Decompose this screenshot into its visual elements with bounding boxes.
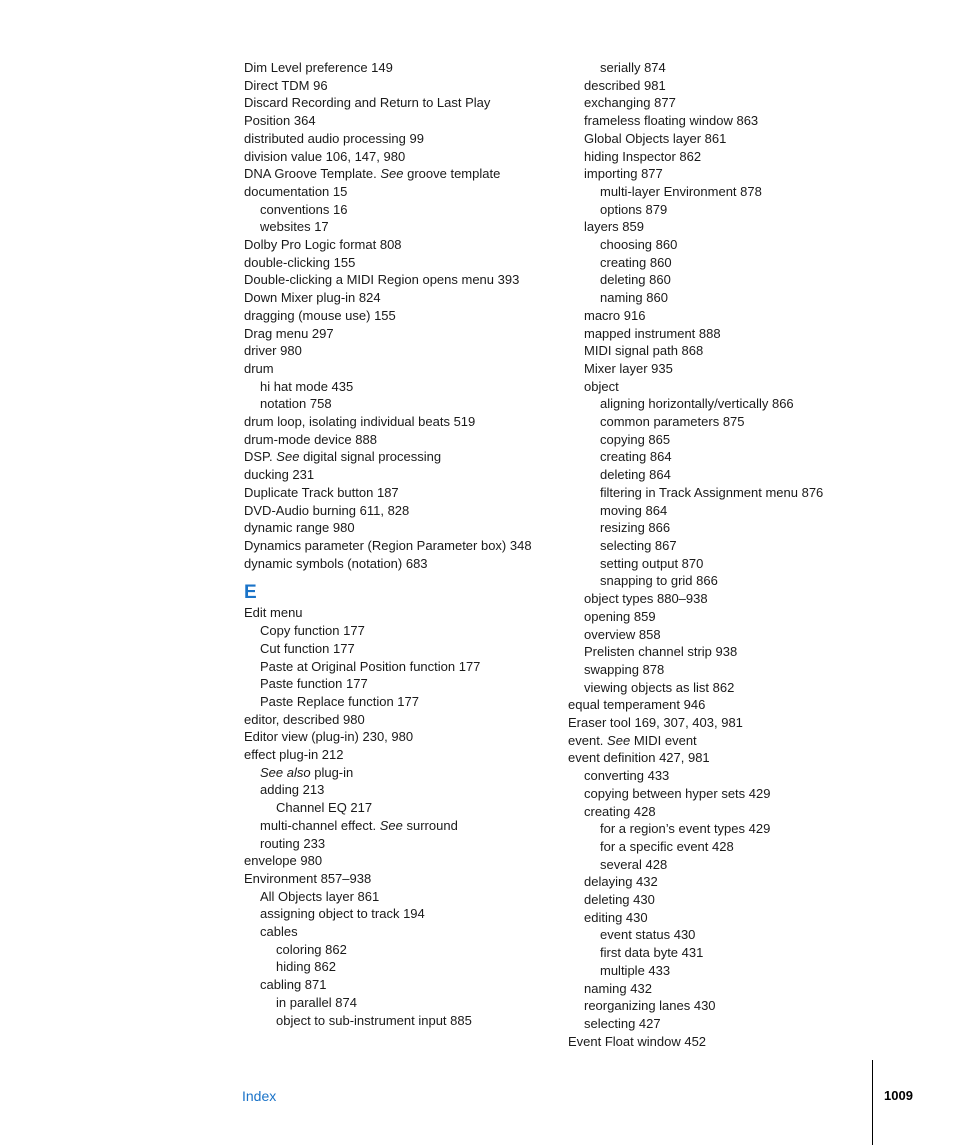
index-entry: [568, 413, 868, 431]
entry-text: event definition 427, 981: [568, 750, 710, 766]
entry-text: object to sub-instrument input 885: [276, 1012, 472, 1028]
index-entry: [244, 165, 564, 183]
entry-text: options 879: [600, 201, 668, 217]
entry-text: Edit menu: [244, 605, 303, 621]
entry-text: selecting 427: [584, 1015, 661, 1031]
index-entry: [568, 148, 868, 166]
index-entry: [244, 728, 564, 746]
entry-text: Global Objects layer 861: [584, 130, 727, 146]
entry-text: filtering in Track Assignment menu 876: [600, 484, 824, 500]
entry-text: ducking 231: [244, 467, 315, 483]
entry-text: DNA Groove Template.: [244, 166, 377, 182]
index-entry: [244, 289, 564, 307]
see-target: surround: [406, 817, 458, 833]
index-entry: [244, 958, 564, 976]
entry-text: event.: [568, 732, 604, 748]
index-entry: [244, 555, 564, 573]
index-entry: [568, 732, 868, 750]
index-entry: [568, 909, 868, 927]
index-entry: [244, 112, 564, 130]
entry-text: deleting 860: [600, 272, 671, 288]
index-entry: [244, 675, 564, 693]
entry-text: creating 864: [600, 449, 672, 465]
index-entry: [244, 183, 564, 201]
entry-text: adding 213: [260, 782, 325, 798]
entry-text: macro 916: [584, 307, 646, 323]
index-entry: [244, 817, 564, 835]
index-entry: [568, 502, 868, 520]
index-entry: [244, 342, 564, 360]
entry-text: creating 428: [584, 803, 656, 819]
section-letter-heading: E: [244, 582, 257, 604]
index-entry: [568, 679, 868, 697]
entry-text: assigning object to track 194: [260, 906, 425, 922]
footer-divider: [872, 1060, 873, 1145]
index-entry: [244, 994, 564, 1012]
see-reference: See also: [260, 764, 311, 780]
index-entry: [568, 201, 868, 219]
entry-text: Eraser tool 169, 307, 403, 981: [568, 715, 743, 731]
index-entry: [244, 148, 564, 166]
index-entry: [568, 342, 868, 360]
index-entry: [244, 537, 564, 555]
entry-text: exchanging 877: [584, 95, 676, 111]
entry-text: for a region’s event types 429: [600, 821, 771, 837]
entry-text: hiding 862: [276, 959, 336, 975]
index-entry: [244, 448, 564, 466]
entry-text: notation 758: [260, 396, 332, 412]
index-entry: [568, 926, 868, 944]
index-entry: [568, 749, 868, 767]
entry-text: dragging (mouse use) 155: [244, 307, 396, 323]
see-reference: See: [380, 166, 404, 182]
entry-text: Event Float window 452: [568, 1033, 707, 1049]
entry-text: MIDI signal path 868: [584, 343, 704, 359]
see-target: groove template: [407, 166, 501, 182]
entry-text: DVD-Audio burning 611, 828: [244, 502, 410, 518]
entry-text: mapped instrument 888: [584, 325, 721, 341]
see-target: digital signal processing: [303, 449, 442, 465]
index-entry: [568, 608, 868, 626]
index-entry: [568, 77, 868, 95]
index-entry: [568, 767, 868, 785]
index-entry: [568, 1033, 868, 1051]
entry-text: Direct TDM 96: [244, 77, 328, 93]
entry-text: deleting 864: [600, 467, 671, 483]
index-entry: [244, 413, 564, 431]
index-entry: [244, 360, 564, 378]
entry-text: Cut function 177: [260, 640, 355, 656]
index-entry: [244, 130, 564, 148]
index-entry: [568, 378, 868, 396]
entry-text: layers 859: [584, 219, 644, 235]
see-target: MIDI event: [633, 732, 697, 748]
index-entry: [568, 997, 868, 1015]
entry-text: Dynamics parameter (Region Parameter box) 348: [244, 537, 532, 553]
index-entry: [568, 838, 868, 856]
index-entry: [568, 165, 868, 183]
index-entry: [568, 395, 868, 413]
entry-text: Paste at Original Position function 177: [260, 658, 481, 674]
entry-text: frameless floating window 863: [584, 113, 759, 129]
index-entry: [244, 307, 564, 325]
index-entry: [568, 572, 868, 590]
entry-text: overview 858: [584, 626, 661, 642]
index-entry: [568, 714, 868, 732]
entry-text: Duplicate Track button 187: [244, 484, 399, 500]
entry-text: Down Mixer plug-in 824: [244, 290, 381, 306]
entry-text: moving 864: [600, 502, 668, 518]
entry-text: envelope 980: [244, 853, 323, 869]
index-entry: [568, 236, 868, 254]
index-entry: [244, 693, 564, 711]
index-entry: [244, 236, 564, 254]
entry-text: Editor view (plug-in) 230, 980: [244, 729, 414, 745]
see-reference: See: [607, 732, 631, 748]
index-entry: [244, 1012, 564, 1030]
entry-text: naming 860: [600, 290, 668, 306]
entry-text: coloring 862: [276, 941, 347, 957]
index-entry: [244, 94, 564, 112]
index-entry: [568, 590, 868, 608]
index-entry: [244, 622, 564, 640]
entry-text: editing 430: [584, 909, 648, 925]
entry-text: cabling 871: [260, 977, 327, 993]
entry-text: Mixer layer 935: [584, 360, 673, 376]
index-entry: [244, 218, 564, 236]
index-entry: [244, 658, 564, 676]
index-entry: [568, 519, 868, 537]
index-entry: [568, 873, 868, 891]
entry-text: copying 865: [600, 431, 671, 447]
entry-text: viewing objects as list 862: [584, 679, 735, 695]
index-entry: [568, 112, 868, 130]
index-entry: [568, 661, 868, 679]
index-entry: [244, 502, 564, 520]
index-entry: [568, 820, 868, 838]
index-entry: [568, 962, 868, 980]
entry-text: drum: [244, 360, 274, 376]
index-entry: [244, 888, 564, 906]
index-entry: [568, 307, 868, 325]
index-entry: [244, 870, 564, 888]
index-column-left: [244, 59, 564, 1029]
index-entry: [244, 799, 564, 817]
index-entry: [568, 218, 868, 236]
index-entry: [568, 643, 868, 661]
entry-text: double-clicking 155: [244, 254, 356, 270]
index-entry: [568, 626, 868, 644]
index-entry: [568, 183, 868, 201]
index-entry: [244, 466, 564, 484]
index-entry: [568, 130, 868, 148]
index-entry: [568, 944, 868, 962]
entry-text: first data byte 431: [600, 945, 704, 961]
entry-text: driver 980: [244, 343, 302, 359]
see-target: plug-in: [314, 764, 354, 780]
entry-text: documentation 15: [244, 183, 348, 199]
entry-text: distributed audio processing 99: [244, 130, 424, 146]
index-entry: [568, 271, 868, 289]
entry-text: choosing 860: [600, 237, 678, 253]
entry-text: Double-clicking a MIDI Region opens menu 393: [244, 272, 520, 288]
index-entry: [244, 941, 564, 959]
entry-text: Drag menu 297: [244, 325, 334, 341]
index-entry: [568, 431, 868, 449]
index-entry: [568, 289, 868, 307]
index-entry: [244, 604, 564, 622]
entry-text: serially 874: [600, 60, 666, 75]
index-entry: [244, 325, 564, 343]
entry-text: multi-channel effect.: [260, 817, 377, 833]
index-entry: [244, 976, 564, 994]
entry-text: Prelisten channel strip 938: [584, 644, 738, 660]
entry-text: selecting 867: [600, 537, 677, 553]
entry-text: drum loop, isolating individual beats 519: [244, 414, 476, 430]
entry-text: Copy function 177: [260, 623, 365, 639]
entry-text: importing 877: [584, 166, 663, 182]
entry-text: creating 860: [600, 254, 672, 270]
entry-text: delaying 432: [584, 874, 658, 890]
index-entry: [568, 555, 868, 573]
entry-text: in parallel 874: [276, 994, 357, 1010]
entry-text: hiding Inspector 862: [584, 148, 702, 164]
entry-text: Dolby Pro Logic format 808: [244, 237, 402, 253]
index-entry: [244, 852, 564, 870]
index-entry: [568, 448, 868, 466]
index-entry: [568, 254, 868, 272]
index-entry: [568, 891, 868, 909]
entry-text: converting 433: [584, 768, 670, 784]
index-entry: [244, 711, 564, 729]
index-entry: [244, 431, 564, 449]
index-entry: [244, 484, 564, 502]
entry-text: multi-layer Environment 878: [600, 183, 762, 199]
index-entry: [244, 254, 564, 272]
entry-text: division value 106, 147, 980: [244, 148, 406, 164]
index-entry: [568, 980, 868, 998]
index-entry: [244, 764, 564, 782]
entry-text: opening 859: [584, 608, 656, 624]
entry-text: common parameters 875: [600, 414, 745, 430]
entry-text: dynamic symbols (notation) 683: [244, 555, 428, 571]
see-reference: See: [276, 449, 300, 465]
entry-text: All Objects layer 861: [260, 888, 380, 904]
entry-text: drum-mode device 888: [244, 431, 377, 447]
footer-section-label: Index: [242, 1088, 277, 1104]
entry-text: routing 233: [260, 835, 326, 851]
entry-text: swapping 878: [584, 661, 665, 677]
entry-text: aligning horizontally/vertically 866: [600, 396, 794, 412]
entry-text: Channel EQ 217: [276, 800, 373, 816]
entry-text: DSP.: [244, 449, 273, 465]
entry-text: snapping to grid 866: [600, 573, 718, 589]
index-entry: [568, 803, 868, 821]
index-entry: [568, 325, 868, 343]
index-entry: [568, 856, 868, 874]
index-entry: [568, 696, 868, 714]
page-number: 1009: [884, 1088, 913, 1103]
entry-text: hi hat mode 435: [260, 378, 354, 394]
index-entry: [244, 923, 564, 941]
index-entry: [568, 466, 868, 484]
entry-text: conventions 16: [260, 201, 348, 217]
index-entry: [568, 360, 868, 378]
index-entry: [244, 271, 564, 289]
index-entry: [568, 59, 868, 77]
entry-text: copying between hyper sets 429: [584, 785, 771, 801]
index-column-right: [568, 59, 868, 1050]
index-entry: [568, 1015, 868, 1033]
entry-text: naming 432: [584, 980, 652, 996]
index-entry: [244, 59, 564, 77]
index-entry: [244, 201, 564, 219]
index-entry: [244, 77, 564, 95]
entry-text: Dim Level preference 149: [244, 60, 393, 75]
entry-text: multiple 433: [600, 962, 671, 978]
entry-text: cables: [260, 924, 298, 940]
index-entry: [244, 781, 564, 799]
entry-text: reorganizing lanes 430: [584, 998, 716, 1014]
entry-text: setting output 870: [600, 555, 704, 571]
index-entry: [244, 746, 564, 764]
index-entry: [244, 905, 564, 923]
entry-text: Position 364: [244, 113, 316, 129]
entry-text: event status 430: [600, 927, 696, 943]
entry-text: websites 17: [260, 219, 329, 235]
entry-text: Discard Recording and Return to Last Play: [244, 95, 491, 111]
entry-text: several 428: [600, 856, 668, 872]
entry-text: Environment 857–938: [244, 870, 372, 886]
index-entry: [568, 785, 868, 803]
entry-text: object: [584, 378, 619, 394]
index-entry: [568, 537, 868, 555]
index-entry: [568, 484, 868, 502]
entry-text: editor, described 980: [244, 711, 365, 727]
index-entry: [244, 835, 564, 853]
index-entry: [244, 378, 564, 396]
entry-text: deleting 430: [584, 892, 655, 908]
index-entry: [568, 94, 868, 112]
entry-text: dynamic range 980: [244, 520, 355, 536]
entry-text: equal temperament 946: [568, 697, 706, 713]
entry-text: Paste function 177: [260, 676, 368, 692]
see-reference: See: [379, 817, 403, 833]
entry-text: effect plug-in 212: [244, 747, 344, 763]
entry-text: Paste Replace function 177: [260, 693, 419, 709]
entry-text: object types 880–938: [584, 591, 708, 607]
entry-text: resizing 866: [600, 520, 671, 536]
index-entry: [244, 519, 564, 537]
index-entry: [244, 640, 564, 658]
entry-text: described 981: [584, 77, 666, 93]
index-entry: [244, 395, 564, 413]
entry-text: for a specific event 428: [600, 838, 734, 854]
